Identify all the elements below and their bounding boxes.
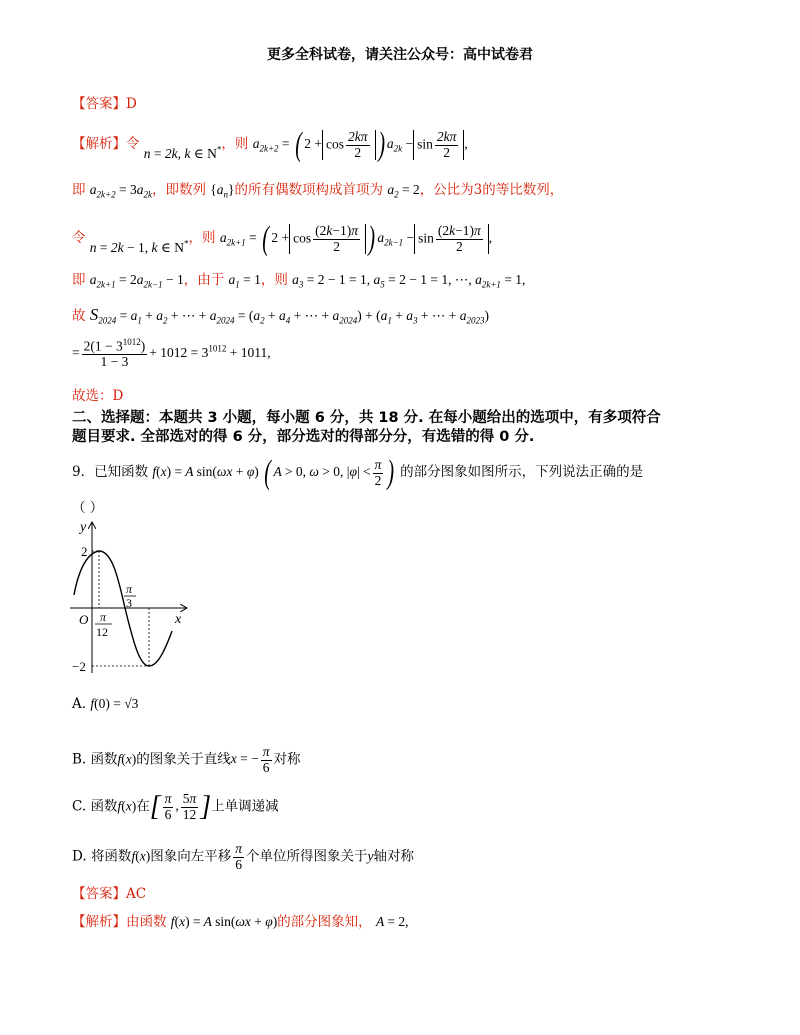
q8-answer-line [72, 96, 137, 112]
answer-value: D [126, 96, 137, 112]
text-fragment: 的部分图象如图所示，下列说法正确的是 [400, 464, 644, 481]
section-heading-line-1: 二、选择题：本题共 3 小题，每小题 6 分，共 18 分. 在每小题给出的选项中，有多项符合 [72, 410, 661, 426]
q9-paren: （ ） [72, 500, 104, 516]
math-odd-recurrence: $a_{2k+1} = 2a_{2k-1} - 1$ [89, 272, 184, 290]
q9-analysis-line [72, 914, 409, 930]
text-fragment: ，即数列 [152, 182, 206, 198]
text-fragment: 的部分图象知， [277, 914, 372, 930]
math-option-a: f(0) = √3 [90, 696, 139, 711]
text-fragment: 函数 [90, 751, 118, 768]
q8-analysis-line-4 [72, 272, 525, 290]
text-fragment: 函数 [90, 798, 118, 815]
text-fragment: 的所有偶数项构成首项为 [234, 182, 384, 198]
math-y: y [367, 848, 374, 864]
q9-answer-line [72, 886, 146, 902]
text-fragment: 将函数 [90, 848, 132, 865]
q8-analysis-line-1 [72, 128, 468, 162]
text-fragment: 图象向左平移 [150, 848, 232, 865]
math-recurrence-odd: $a_{2k+1}$ = ( 2 + cos $\frac{(2k-1)\pi}{2}$ ) $a_{2k-1} - \sin$ $\frac{(2k-1)\pi}{2}$ , [219, 220, 493, 257]
text-fragment: ，则 [260, 272, 288, 288]
text-fragment: ，则 [221, 136, 249, 153]
option-c [72, 792, 279, 823]
q8-analysis-line-3 [72, 222, 492, 256]
text-fragment: 由函数 [126, 914, 167, 930]
option-label: C. [72, 798, 87, 815]
math-shift: $\frac{\pi}{6}$ [235, 841, 242, 872]
text-fragment: ，则 [188, 230, 216, 247]
text-fragment: ，由于 [183, 272, 225, 288]
math-n-odd: n = 2k − 1, k ∈ N* [89, 238, 189, 256]
q8-analysis-line-5 [72, 305, 489, 326]
math-fx: f(x) [131, 848, 151, 864]
answer-tag: 【答案】 [72, 96, 126, 112]
max-label: 2 [81, 544, 88, 559]
origin-label: O [79, 612, 89, 627]
section-heading-line-2: 题目要求. 全部选对的得 6 分，部分选对的得部分分，有选错的得 0 分. [72, 429, 535, 445]
text-fragment: 故 [72, 308, 86, 324]
math-a1: $a_1 = 1$ [228, 272, 261, 290]
option-label: B. [72, 751, 87, 768]
analysis-tag: 【解析】 [72, 136, 126, 153]
math-seq-an: $\{a_n\}$ [210, 182, 235, 200]
tick1-num: π [100, 610, 107, 624]
q9-number: 9．已知函数 [72, 464, 149, 481]
tick1-den: 12 [96, 625, 108, 639]
text-fragment: 令 [126, 136, 140, 153]
math-fx: f(x) [117, 798, 137, 814]
tick2-num: π [126, 582, 133, 596]
math-line-x: x = − $\frac{\pi}{6}$ [230, 744, 270, 775]
q9-stem [72, 456, 643, 490]
option-b [72, 745, 301, 776]
q8-conclusion: 故选：D [72, 388, 124, 404]
text-fragment: 即 [72, 182, 86, 198]
math-function-def-2: f(x) = A sin(ωx + φ) [170, 914, 278, 929]
answer-tag: 【答案】 [72, 886, 126, 902]
analysis-tag: 【解析】 [72, 914, 126, 930]
option-a [72, 696, 138, 712]
min-label: −2 [72, 659, 86, 674]
math-even-ratio: $a_{2k+2} = 3a_{2k}$ [89, 182, 152, 200]
math-sum-result: = $\frac{2(1 - 3^{1012})}{1 - 3}$ + $1012 = 3^{1012} + 1011$, [72, 337, 271, 370]
option-d [72, 842, 414, 873]
math-a2: $a_2 = 2$ [387, 182, 420, 200]
text-fragment: 轴对称 [373, 848, 414, 865]
page-header: 更多全科试卷，请关注公众号：高中试卷君 [267, 47, 533, 63]
text-fragment: ，公比为3的等比数列， [419, 182, 564, 198]
math-interval: [ $\frac{\pi}{6}$ , $\frac{5\pi}{12}$ ] [149, 791, 212, 823]
text-fragment: 在 [136, 798, 150, 815]
option-label: A. [72, 696, 87, 712]
x-axis-label: x [175, 612, 182, 627]
math-function-def: f(x) = A sin(ωx + φ) ( A > 0, ω > 0, |φ| < $\frac{\pi}{2}$ ) [152, 454, 395, 491]
math-a-equals-2: A = 2, [375, 914, 409, 929]
tick2-den: 3 [126, 596, 132, 610]
math-odd-terms: $a_3 = 2 - 1 = 1$, $a_5 = 2 - 1 = 1$, ⋯, $a_{2k+1} = 1$, [292, 272, 526, 290]
text-fragment: 个单位所得图象关于 [245, 848, 368, 865]
math-fx: f(x) [117, 751, 137, 767]
text-fragment: 上单调递减 [211, 798, 279, 815]
text-fragment: 的图象关于直线 [136, 751, 231, 768]
y-axis-label: y [80, 520, 87, 535]
text-fragment: 即 [72, 272, 86, 288]
answer-value: AC [126, 886, 147, 902]
q8-analysis-line-2 [72, 182, 563, 200]
text-fragment: 令 [72, 230, 86, 247]
text-fragment: 对称 [273, 751, 301, 768]
option-label: D. [72, 848, 87, 865]
math-sum-split: $S_{2024} = a_1 + a_2$ + ⋯ + $a_{2024} = (a_2 + a_4$ + ⋯ + $a_{2024}) + (a_1 + a_3$ + ⋯ + $a_{2023}$) [89, 305, 489, 326]
q8-analysis-line-6 [72, 338, 271, 370]
math-recurrence-even: $a_{2k+2}$ = ( 2 + cos $\frac{2k\pi}{2}$ ) $a_{2k} - \sin$ $\frac{2k\pi}{2}$ , [252, 126, 468, 163]
sine-graph [62, 515, 202, 680]
math-n-even: n = 2k, k ∈ N* [143, 144, 222, 162]
